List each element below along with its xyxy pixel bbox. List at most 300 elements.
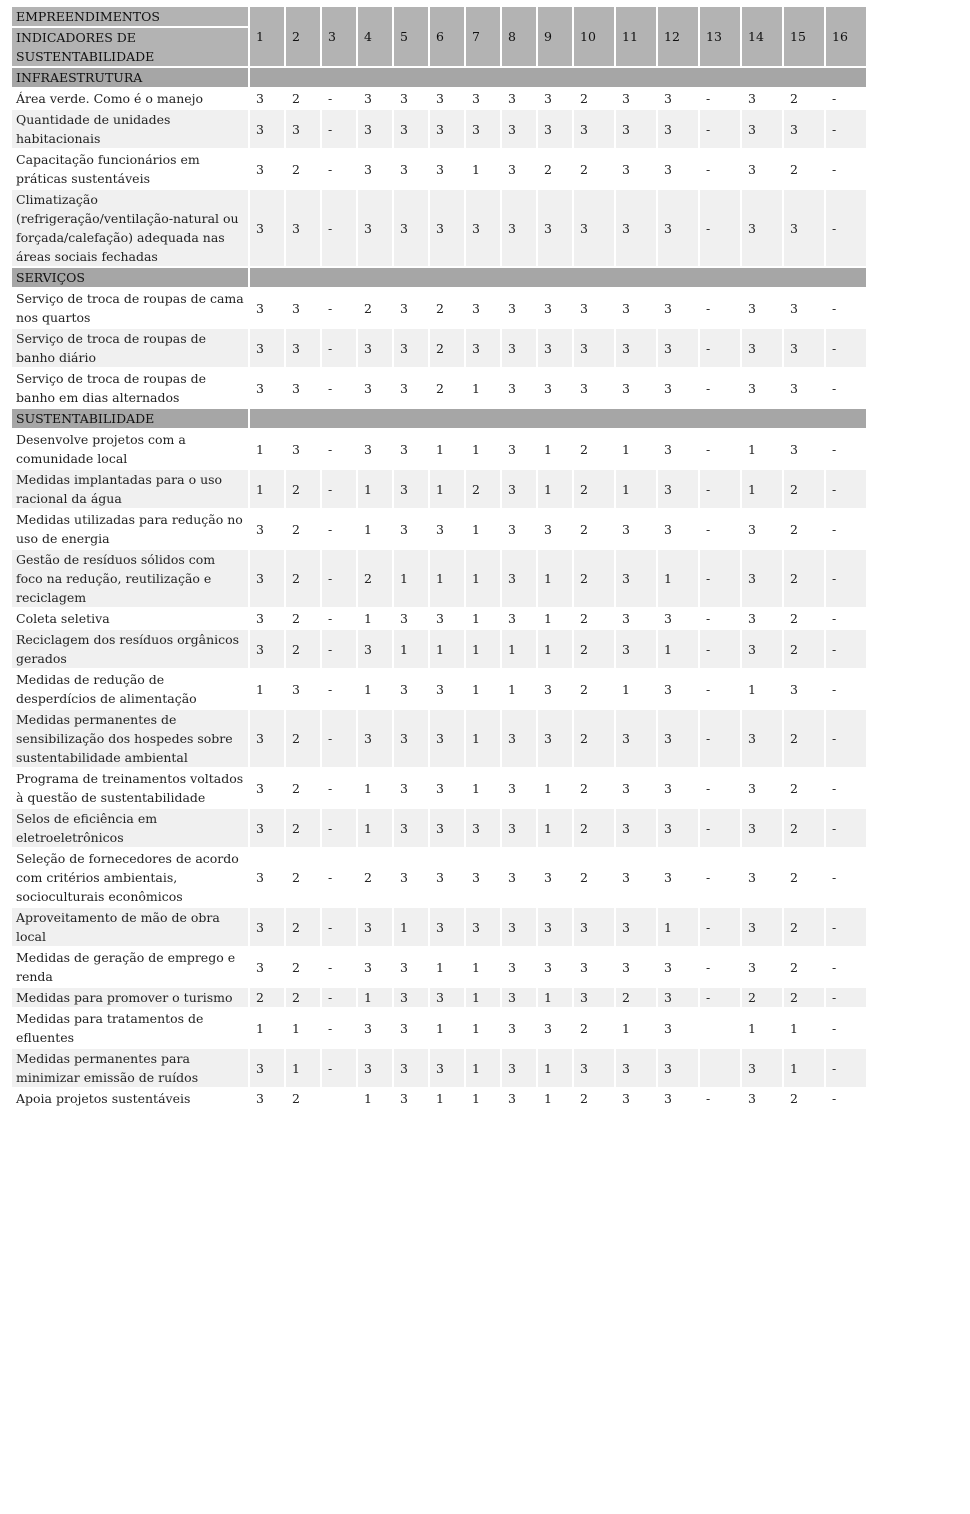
score-cell: 3: [430, 849, 464, 906]
enterprises-label: EMPREENDIMENTOS: [12, 7, 248, 26]
score-cell: 3: [658, 470, 698, 508]
score-cell: 3: [742, 710, 782, 767]
score-cell: 3: [616, 329, 656, 367]
score-cell: -: [826, 110, 866, 148]
score-cell: 1: [742, 430, 782, 468]
score-cell: 1: [616, 670, 656, 708]
score-cell: 3: [394, 329, 428, 367]
score-cell: 3: [616, 710, 656, 767]
score-cell: -: [700, 190, 740, 266]
score-cell: 1: [358, 670, 392, 708]
score-cell: 3: [358, 89, 392, 108]
score-cell: 3: [502, 110, 536, 148]
score-cell: -: [826, 670, 866, 708]
score-cell: 1: [466, 1089, 500, 1108]
score-cell: 1: [394, 550, 428, 607]
table-row: [12, 630, 866, 668]
indicator-label: Capacitação funcionários em práticas sustentáveis: [12, 150, 248, 188]
score-cell: 3: [616, 809, 656, 847]
table-row: [12, 908, 866, 946]
score-cell: 1: [286, 1009, 320, 1047]
score-cell: 3: [742, 289, 782, 327]
score-cell: 1: [358, 1089, 392, 1108]
score-cell: -: [826, 769, 866, 807]
score-cell: 3: [502, 988, 536, 1007]
score-cell: 3: [502, 849, 536, 906]
score-cell: 3: [394, 369, 428, 407]
score-cell: [700, 1049, 740, 1087]
score-cell: 2: [286, 849, 320, 906]
score-cell: 1: [358, 510, 392, 548]
indicator-label: Medidas para tratamentos de efluentes: [12, 1009, 248, 1047]
score-cell: 1: [502, 670, 536, 708]
score-cell: 2: [574, 630, 614, 668]
score-cell: 3: [538, 369, 572, 407]
score-cell: 3: [658, 110, 698, 148]
score-cell: 2: [430, 369, 464, 407]
score-cell: 2: [784, 809, 824, 847]
score-cell: -: [700, 609, 740, 628]
score-cell: -: [826, 190, 866, 266]
score-cell: 3: [250, 609, 284, 628]
indicator-label: Serviço de troca de roupas de cama nos quartos: [12, 289, 248, 327]
score-cell: 2: [286, 710, 320, 767]
section-band: [250, 409, 866, 428]
score-cell: 2: [784, 908, 824, 946]
table-row: [12, 1009, 866, 1047]
score-cell: 3: [250, 809, 284, 847]
score-cell: 3: [574, 289, 614, 327]
score-cell: 1: [466, 369, 500, 407]
indicator-label: Coleta seletiva: [12, 609, 248, 628]
score-cell: 3: [658, 1089, 698, 1108]
score-cell: 1: [430, 430, 464, 468]
score-cell: 3: [394, 1049, 428, 1087]
score-cell: 3: [742, 1049, 782, 1087]
score-cell: 1: [250, 430, 284, 468]
score-cell: 3: [250, 948, 284, 986]
score-cell: 1: [250, 670, 284, 708]
table-row: [12, 1049, 866, 1087]
score-cell: -: [826, 948, 866, 986]
score-cell: 1: [250, 470, 284, 508]
score-cell: 2: [358, 849, 392, 906]
score-cell: 2: [784, 1089, 824, 1108]
score-cell: 3: [616, 289, 656, 327]
score-cell: 3: [658, 430, 698, 468]
score-cell: 3: [430, 89, 464, 108]
score-cell: 2: [466, 470, 500, 508]
score-cell: -: [700, 849, 740, 906]
score-cell: -: [322, 988, 356, 1007]
section-header-row: [12, 409, 866, 428]
column-number-header: 9: [538, 7, 572, 66]
score-cell: 3: [358, 110, 392, 148]
score-cell: 1: [538, 470, 572, 508]
table-row: [12, 550, 866, 607]
score-cell: -: [322, 769, 356, 807]
score-cell: 3: [466, 289, 500, 327]
score-cell: 3: [574, 988, 614, 1007]
score-cell: 3: [658, 609, 698, 628]
column-number-header: 5: [394, 7, 428, 66]
score-cell: 1: [742, 1009, 782, 1047]
score-cell: -: [826, 89, 866, 108]
indicator-label: Reciclagem dos resíduos orgânicos gerados: [12, 630, 248, 668]
score-cell: 3: [250, 908, 284, 946]
column-number-header: 16: [826, 7, 866, 66]
table-row: [12, 609, 866, 628]
table-row: [12, 190, 866, 266]
indicator-label: Serviço de troca de roupas de banho em dias alternados: [12, 369, 248, 407]
score-cell: 3: [430, 769, 464, 807]
score-cell: -: [322, 89, 356, 108]
score-cell: 3: [394, 470, 428, 508]
score-cell: 3: [538, 289, 572, 327]
score-cell: -: [700, 510, 740, 548]
score-cell: 3: [430, 1049, 464, 1087]
score-cell: 3: [250, 110, 284, 148]
score-cell: 1: [538, 809, 572, 847]
score-cell: 1: [466, 510, 500, 548]
section-title: INFRAESTRUTURA: [12, 68, 248, 87]
score-cell: 3: [574, 190, 614, 266]
column-number-header: 14: [742, 7, 782, 66]
indicator-label: Medidas implantadas para o uso racional da água: [12, 470, 248, 508]
table-row: [12, 670, 866, 708]
score-cell: 3: [394, 190, 428, 266]
score-cell: 3: [250, 630, 284, 668]
score-cell: -: [322, 809, 356, 847]
score-cell: -: [700, 329, 740, 367]
score-cell: 3: [358, 1009, 392, 1047]
score-cell: 3: [430, 908, 464, 946]
score-cell: 3: [574, 369, 614, 407]
score-cell: 3: [286, 289, 320, 327]
score-cell: -: [700, 948, 740, 986]
score-cell: 3: [250, 769, 284, 807]
score-cell: 3: [250, 329, 284, 367]
score-cell: 1: [616, 430, 656, 468]
score-cell: 2: [616, 988, 656, 1007]
score-cell: -: [826, 1049, 866, 1087]
score-cell: 2: [358, 289, 392, 327]
section-title: SERVIÇOS: [12, 268, 248, 287]
score-cell: 3: [394, 769, 428, 807]
score-cell: 2: [574, 510, 614, 548]
score-cell: 1: [394, 630, 428, 668]
table-row: [12, 110, 866, 148]
score-cell: 3: [658, 670, 698, 708]
score-cell: 3: [394, 289, 428, 327]
score-cell: 2: [286, 470, 320, 508]
score-cell: 1: [538, 1049, 572, 1087]
score-cell: 3: [502, 470, 536, 508]
table-row: [12, 710, 866, 767]
score-cell: 3: [502, 150, 536, 188]
score-cell: -: [322, 190, 356, 266]
score-cell: 3: [742, 110, 782, 148]
score-cell: 3: [250, 289, 284, 327]
score-cell: 3: [658, 1009, 698, 1047]
score-cell: 2: [784, 988, 824, 1007]
score-cell: 3: [538, 670, 572, 708]
score-cell: 3: [502, 1089, 536, 1108]
score-cell: 3: [658, 769, 698, 807]
score-cell: 3: [430, 710, 464, 767]
table-row: [12, 849, 866, 906]
score-cell: 3: [538, 1009, 572, 1047]
score-cell: 1: [538, 1089, 572, 1108]
score-cell: 3: [742, 369, 782, 407]
score-cell: 3: [574, 948, 614, 986]
score-cell: -: [700, 988, 740, 1007]
score-cell: 3: [286, 670, 320, 708]
score-cell: 3: [616, 150, 656, 188]
indicator-label: Programa de treinamentos voltados à questão de sustentabilidade: [12, 769, 248, 807]
score-cell: 3: [784, 430, 824, 468]
score-cell: 3: [502, 289, 536, 327]
score-cell: 1: [784, 1049, 824, 1087]
score-cell: 2: [574, 670, 614, 708]
score-cell: 3: [616, 190, 656, 266]
score-cell: 3: [742, 510, 782, 548]
score-cell: 3: [538, 710, 572, 767]
score-cell: 2: [286, 769, 320, 807]
score-cell: 1: [538, 988, 572, 1007]
score-cell: 1: [538, 609, 572, 628]
column-number-header: 11: [616, 7, 656, 66]
column-number-header: 12: [658, 7, 698, 66]
score-cell: 3: [616, 510, 656, 548]
score-cell: 3: [250, 369, 284, 407]
table-row: [12, 150, 866, 188]
score-cell: 3: [616, 1049, 656, 1087]
column-number-header: 3: [322, 7, 356, 66]
score-cell: 3: [616, 550, 656, 607]
score-cell: 3: [784, 110, 824, 148]
score-cell: -: [700, 710, 740, 767]
score-cell: 3: [502, 510, 536, 548]
score-cell: 1: [466, 630, 500, 668]
score-cell: 3: [250, 1089, 284, 1108]
score-cell: 3: [742, 550, 782, 607]
indicator-label: Desenvolve projetos com a comunidade local: [12, 430, 248, 468]
table-row: [12, 510, 866, 548]
table-row: [12, 1089, 866, 1108]
score-cell: -: [322, 150, 356, 188]
section-band: [250, 268, 866, 287]
score-cell: 3: [658, 510, 698, 548]
score-cell: 2: [742, 988, 782, 1007]
score-cell: 2: [784, 769, 824, 807]
score-cell: 3: [502, 329, 536, 367]
score-cell: 1: [538, 630, 572, 668]
score-cell: 1: [250, 1009, 284, 1047]
column-number-header: 8: [502, 7, 536, 66]
score-cell: -: [700, 550, 740, 607]
score-cell: 3: [784, 329, 824, 367]
score-cell: 3: [616, 1089, 656, 1108]
table-row: [12, 369, 866, 407]
score-cell: 2: [286, 609, 320, 628]
score-cell: 1: [466, 1049, 500, 1087]
score-cell: 2: [784, 849, 824, 906]
score-cell: -: [826, 369, 866, 407]
score-cell: -: [826, 908, 866, 946]
score-cell: 3: [250, 190, 284, 266]
score-cell: 1: [742, 670, 782, 708]
score-cell: -: [700, 470, 740, 508]
score-cell: 2: [286, 908, 320, 946]
score-cell: -: [826, 609, 866, 628]
score-cell: 3: [394, 988, 428, 1007]
score-cell: 3: [574, 908, 614, 946]
score-cell: 1: [742, 470, 782, 508]
score-cell: 1: [430, 470, 464, 508]
score-cell: 2: [538, 150, 572, 188]
score-cell: 2: [574, 809, 614, 847]
score-cell: 3: [742, 190, 782, 266]
score-cell: -: [700, 1089, 740, 1108]
score-cell: 3: [250, 849, 284, 906]
score-cell: 2: [784, 948, 824, 986]
score-cell: 2: [574, 150, 614, 188]
score-cell: -: [700, 809, 740, 847]
score-cell: 3: [394, 510, 428, 548]
score-cell: 3: [658, 948, 698, 986]
score-cell: 3: [286, 190, 320, 266]
score-cell: 3: [538, 849, 572, 906]
score-cell: -: [826, 809, 866, 847]
score-cell: 3: [658, 190, 698, 266]
score-cell: -: [826, 630, 866, 668]
sustainability-indicators-table: [10, 5, 868, 1110]
score-cell: 3: [358, 630, 392, 668]
table-row: [12, 948, 866, 986]
score-cell: 2: [286, 550, 320, 607]
score-cell: 3: [466, 849, 500, 906]
score-cell: -: [826, 849, 866, 906]
table-row: [12, 769, 866, 807]
score-cell: 3: [658, 289, 698, 327]
indicator-label: Selos de eficiência em eletroeletrônicos: [12, 809, 248, 847]
score-cell: 3: [658, 988, 698, 1007]
score-cell: 3: [430, 670, 464, 708]
score-cell: -: [322, 609, 356, 628]
column-number-header: 1: [250, 7, 284, 66]
score-cell: 3: [742, 769, 782, 807]
table-row: [12, 470, 866, 508]
score-cell: 2: [784, 510, 824, 548]
section-title: SUSTENTABILIDADE: [12, 409, 248, 428]
score-cell: 3: [394, 1089, 428, 1108]
score-cell: 3: [538, 190, 572, 266]
score-cell: 2: [286, 948, 320, 986]
score-cell: 1: [466, 769, 500, 807]
score-cell: 2: [286, 150, 320, 188]
score-cell: 1: [466, 1009, 500, 1047]
column-number-header: 15: [784, 7, 824, 66]
indicator-label: Aproveitamento de mão de obra local: [12, 908, 248, 946]
column-number-header: 7: [466, 7, 500, 66]
score-cell: 3: [742, 809, 782, 847]
score-cell: 2: [574, 609, 614, 628]
score-cell: 1: [538, 550, 572, 607]
score-cell: -: [322, 1009, 356, 1047]
score-cell: 2: [574, 550, 614, 607]
score-cell: 3: [538, 89, 572, 108]
score-cell: 3: [616, 609, 656, 628]
score-cell: -: [322, 470, 356, 508]
section-band: [250, 68, 866, 87]
score-cell: 2: [574, 1009, 614, 1047]
score-cell: 1: [616, 470, 656, 508]
score-cell: 3: [574, 329, 614, 367]
score-cell: 3: [742, 329, 782, 367]
score-cell: 3: [430, 110, 464, 148]
indicator-label: Serviço de troca de roupas de banho diário: [12, 329, 248, 367]
table-row: [12, 329, 866, 367]
score-cell: 3: [394, 430, 428, 468]
score-cell: -: [826, 510, 866, 548]
indicator-label: Gestão de resíduos sólidos com foco na redução, reutilização e reciclagem: [12, 550, 248, 607]
score-cell: 1: [466, 948, 500, 986]
score-cell: -: [826, 150, 866, 188]
score-cell: 2: [574, 849, 614, 906]
score-cell: 3: [742, 948, 782, 986]
score-cell: 3: [430, 609, 464, 628]
score-cell: 3: [502, 1049, 536, 1087]
score-cell: -: [322, 670, 356, 708]
score-cell: -: [700, 430, 740, 468]
score-cell: -: [700, 110, 740, 148]
score-cell: 3: [502, 430, 536, 468]
score-cell: 1: [430, 550, 464, 607]
score-cell: 3: [538, 948, 572, 986]
column-number-header: 10: [574, 7, 614, 66]
score-cell: 3: [742, 849, 782, 906]
score-cell: 3: [742, 150, 782, 188]
score-cell: 3: [574, 1049, 614, 1087]
score-cell: -: [322, 110, 356, 148]
score-cell: 3: [742, 609, 782, 628]
score-cell: 1: [430, 630, 464, 668]
score-cell: 3: [742, 89, 782, 108]
score-cell: 3: [430, 988, 464, 1007]
score-cell: 3: [394, 948, 428, 986]
score-cell: -: [700, 630, 740, 668]
score-cell: 2: [430, 289, 464, 327]
score-cell: 3: [502, 369, 536, 407]
score-cell: 2: [574, 1089, 614, 1108]
indicator-label: Medidas utilizadas para redução no uso de energia: [12, 510, 248, 548]
score-cell: -: [322, 630, 356, 668]
score-cell: 3: [658, 89, 698, 108]
score-cell: -: [826, 710, 866, 767]
score-cell: -: [322, 550, 356, 607]
score-cell: 3: [394, 849, 428, 906]
score-cell: 3: [784, 670, 824, 708]
score-cell: 3: [658, 1049, 698, 1087]
score-cell: 3: [286, 110, 320, 148]
score-cell: 3: [784, 289, 824, 327]
section-header-row: [12, 268, 866, 287]
score-cell: 3: [502, 710, 536, 767]
score-cell: 3: [658, 150, 698, 188]
score-cell: 3: [616, 369, 656, 407]
table-row: [12, 988, 866, 1007]
